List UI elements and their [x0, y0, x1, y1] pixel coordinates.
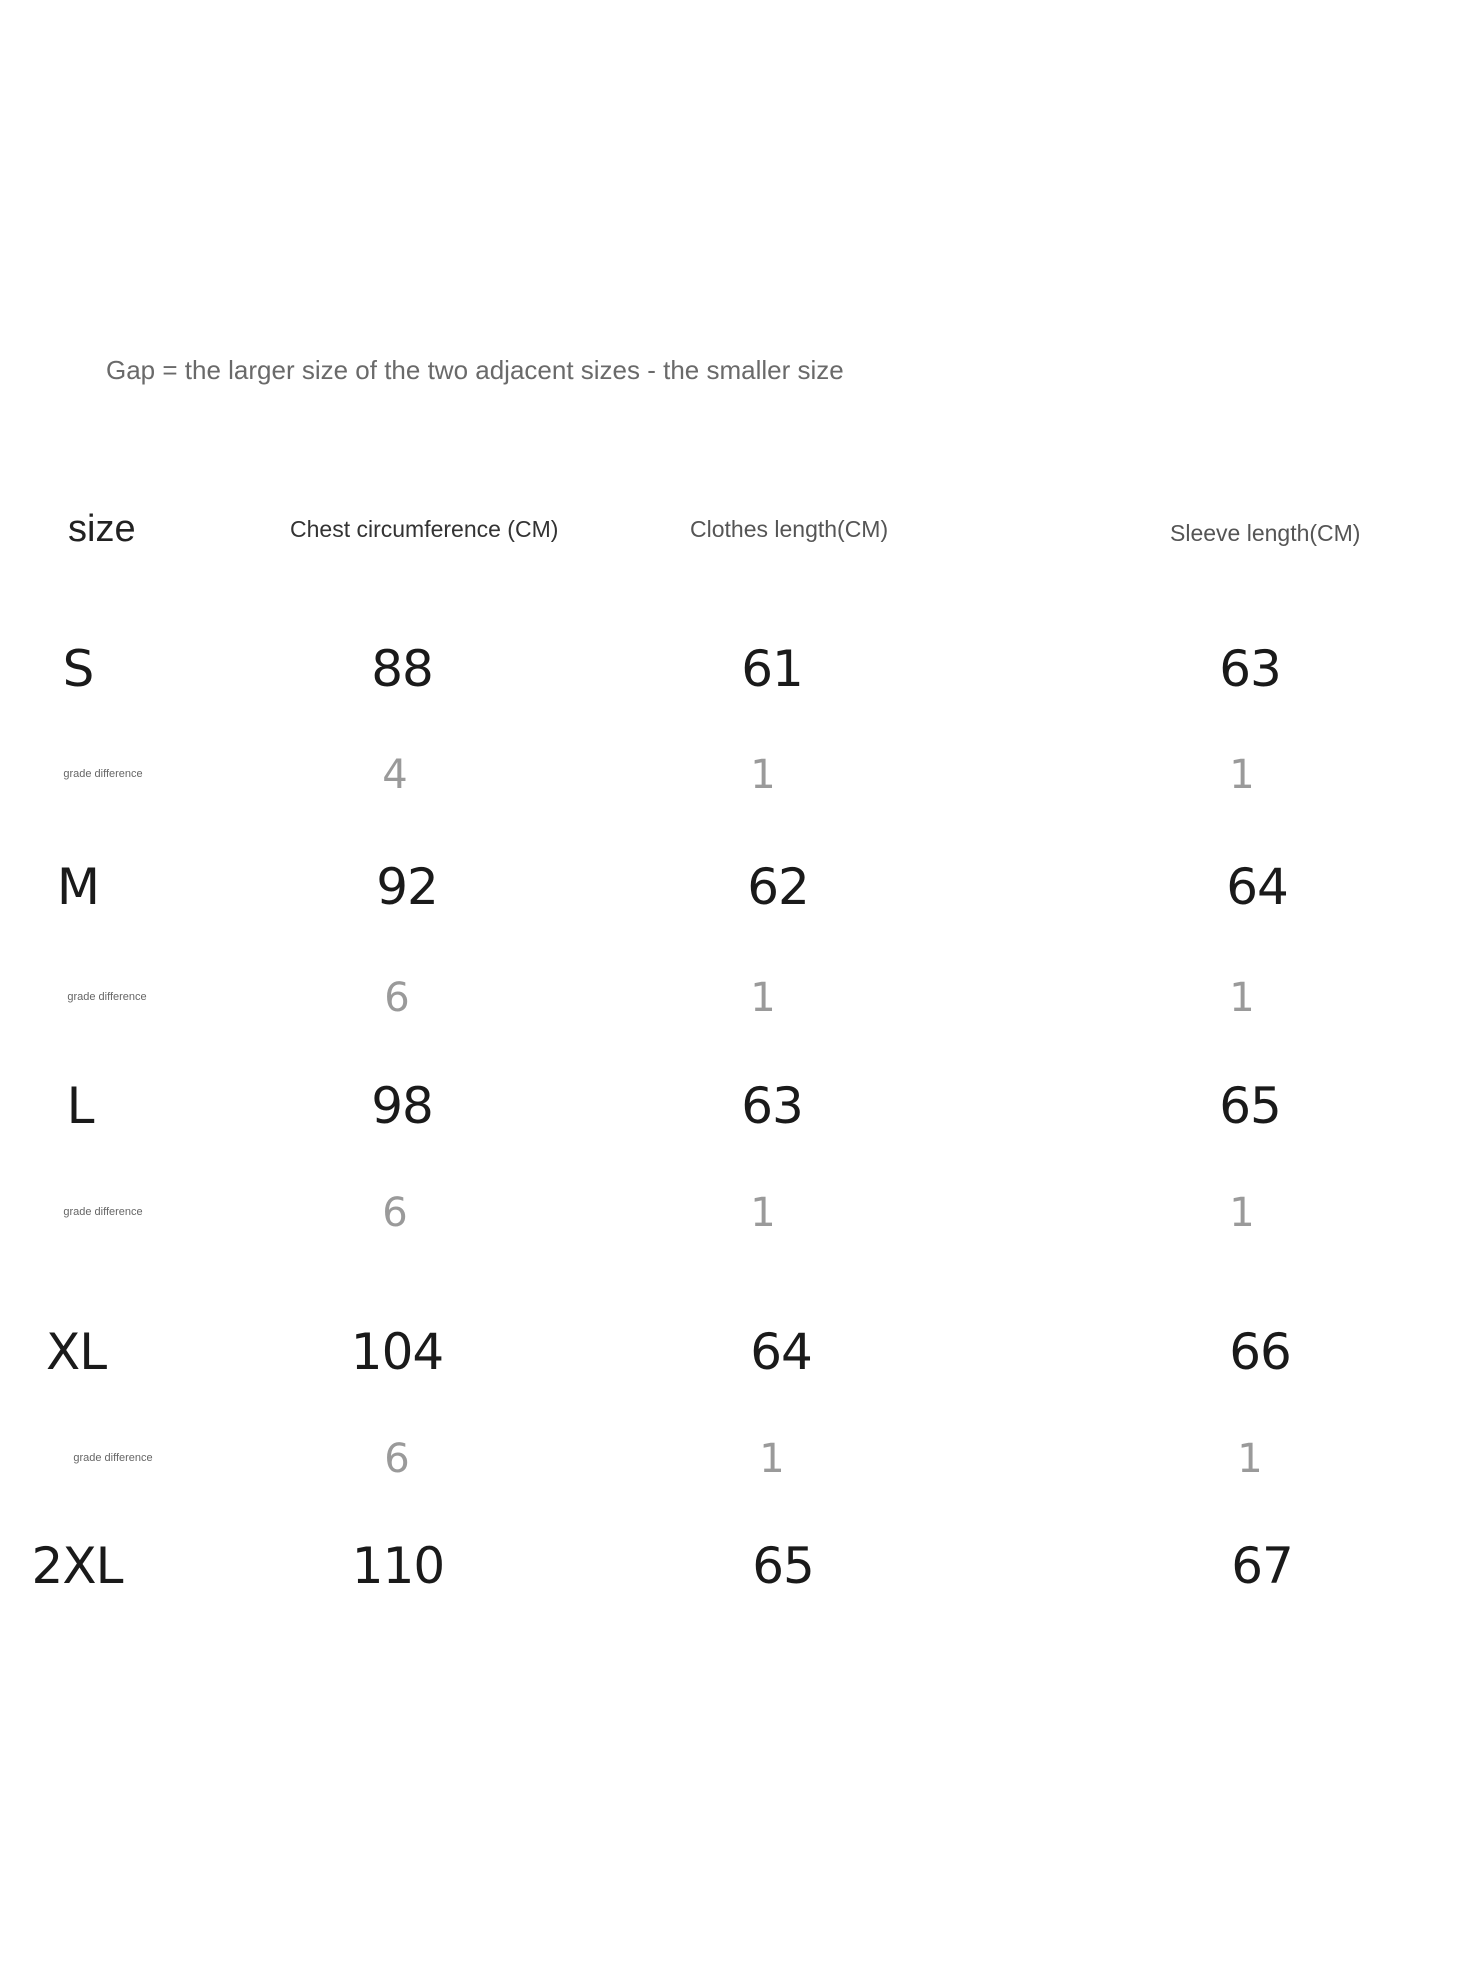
length-value: 63 [741, 1077, 803, 1135]
header-sleeve: Sleeve length(CM) [1170, 520, 1361, 546]
length-value: 61 [741, 640, 803, 698]
chest-value: 98 [371, 1077, 433, 1135]
chest-difference: 6 [384, 975, 410, 1021]
size-label: 2XL [31, 1537, 123, 1595]
size-label: M [56, 858, 100, 916]
grade-difference-label: grade difference [63, 768, 143, 780]
sleeve-difference: 1 [1229, 752, 1255, 798]
sleeve-difference: 1 [1229, 1190, 1255, 1236]
chest-difference: 6 [382, 1190, 408, 1236]
sleeve-value: 66 [1229, 1323, 1291, 1381]
grade-difference-label: grade difference [63, 1206, 143, 1218]
size-label: XL [45, 1323, 107, 1381]
chest-value: 88 [371, 640, 433, 698]
sleeve-value: 64 [1226, 858, 1288, 916]
length-difference: 1 [759, 1436, 785, 1482]
size-label: S [62, 640, 94, 698]
gap-note: Gap = the larger size of the two adjacent sizes - the smaller size [106, 355, 844, 385]
sleeve-value: 63 [1219, 640, 1281, 698]
header-size: size [68, 508, 136, 550]
length-difference: 1 [750, 975, 776, 1021]
chest-difference: 4 [382, 752, 408, 798]
length-value: 65 [752, 1537, 814, 1595]
header-length: Clothes length(CM) [690, 516, 889, 542]
chest-value: 104 [350, 1323, 444, 1381]
header-chest: Chest circumference (CM) [290, 516, 559, 542]
length-difference: 1 [750, 752, 776, 798]
size-label: L [66, 1077, 94, 1135]
chest-value: 92 [376, 858, 438, 916]
chest-value: 110 [351, 1537, 445, 1595]
grade-difference-label: grade difference [73, 1452, 153, 1464]
length-value: 62 [747, 858, 809, 916]
sleeve-value: 67 [1231, 1537, 1293, 1595]
sleeve-difference: 1 [1237, 1436, 1263, 1482]
sleeve-difference: 1 [1229, 975, 1255, 1021]
sleeve-value: 65 [1219, 1077, 1281, 1135]
grade-difference-label: grade difference [67, 991, 147, 1003]
length-value: 64 [750, 1323, 812, 1381]
chest-difference: 6 [384, 1436, 410, 1482]
length-difference: 1 [750, 1190, 776, 1236]
